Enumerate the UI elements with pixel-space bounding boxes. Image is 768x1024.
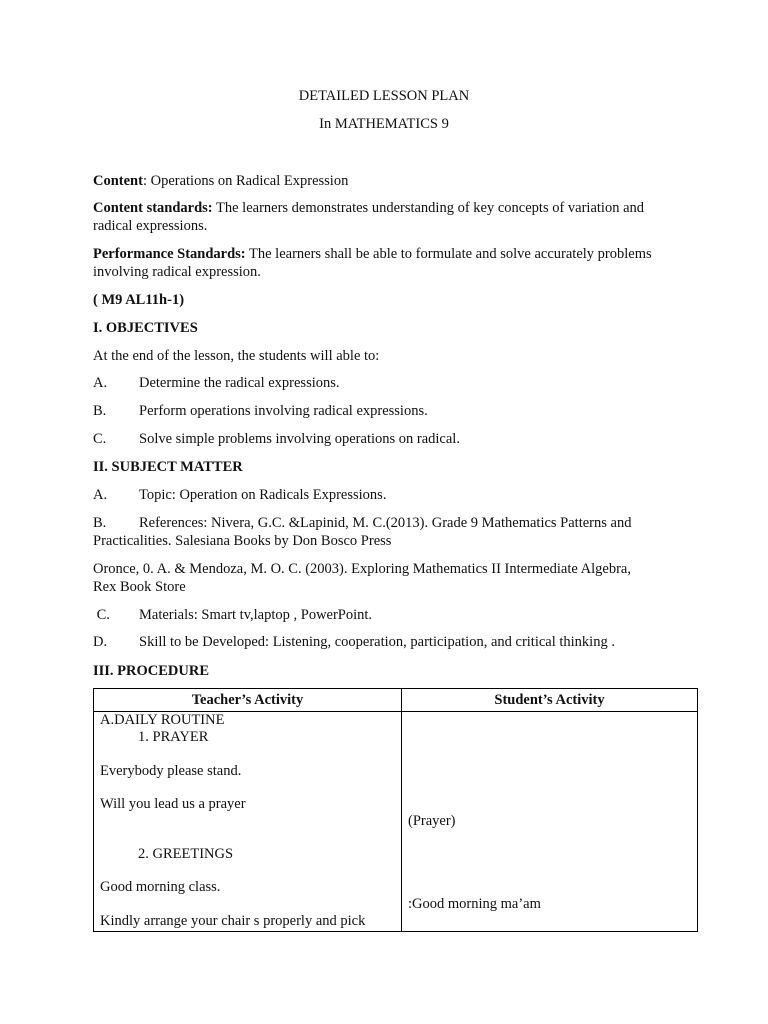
daily-routine-label: A.DAILY ROUTINE [100, 712, 225, 728]
reference-two-cont: Rex Book Store [93, 579, 186, 595]
content-standards-label: Content standards: [93, 200, 213, 216]
content-text: : Operations on Radical Expression [142, 173, 349, 189]
references-cont: Practicalities. Salesiana Books by Don Bosco Press [93, 533, 392, 549]
references-item: B. References: Nivera, G.C. &Lapinid, M. C.(2013). Grade 9 Mathematics Patterns and [93, 515, 632, 531]
objective-item: B. Perform operations involving radical expressions. [93, 403, 428, 419]
performance-standards [93, 245, 683, 281]
student-prayer: (Prayer) [408, 813, 456, 829]
content-standards-text: The learners demonstrates understanding of key concepts of variation and radical expressions. [93, 200, 645, 234]
objectives-heading: I. OBJECTIVES [93, 320, 198, 336]
document-title: DETAILED LESSON PLAN [298, 88, 470, 104]
materials-item: C. Materials: Smart tv,laptop , PowerPoint. [93, 607, 373, 623]
greetings-item: 2. GREETINGS [138, 846, 234, 862]
content-label: Content [93, 173, 143, 189]
topic-item: A. Topic: Operation on Radicals Expressions. [93, 487, 387, 503]
student-activity-cell [402, 712, 698, 932]
arrange-instruction: Kindly arrange your chair s properly and pick [100, 913, 366, 929]
objectives-intro: At the end of the lesson, the students will able to: [93, 348, 380, 364]
student-activity-header: Student’s Activity [402, 689, 698, 712]
teacher-greeting: Good morning class. [100, 879, 221, 895]
document-subtitle: In MATHEMATICS 9 [319, 116, 449, 132]
teacher-activity-cell [94, 712, 402, 932]
performance-standards-label: Performance Standards: [93, 246, 246, 262]
lead-prayer-instruction: Will you lead us a prayer [100, 796, 246, 812]
objective-item: C. Solve simple problems involving operations on radical. [93, 431, 460, 447]
content-line [93, 172, 683, 190]
prayer-item: 1. PRAYER [138, 729, 209, 745]
procedure-table [93, 688, 698, 932]
skills-item: D. Skill to be Developed: Listening, cooperation, participation, and critical thinking . [93, 634, 615, 650]
content-standards [93, 199, 683, 235]
stand-instruction: Everybody please stand. [100, 763, 242, 779]
performance-standards-text: The learners shall be able to formulate and solve accurately problems involving radical expression. [93, 246, 652, 280]
teacher-activity-header: Teacher’s Activity [94, 689, 402, 712]
procedure-heading: III. PROCEDURE [93, 663, 210, 679]
student-greeting: :Good morning ma’am [408, 896, 541, 912]
subject-matter-heading: II. SUBJECT MATTER [93, 459, 243, 475]
competency-code: ( M9 AL11h-1) [93, 292, 185, 308]
objective-item: A. Determine the radical expressions. [93, 375, 340, 391]
reference-two: Oronce, 0. A. & Mendoza, M. O. C. (2003). Exploring Mathematics II Intermediate Algebra, [93, 561, 631, 577]
